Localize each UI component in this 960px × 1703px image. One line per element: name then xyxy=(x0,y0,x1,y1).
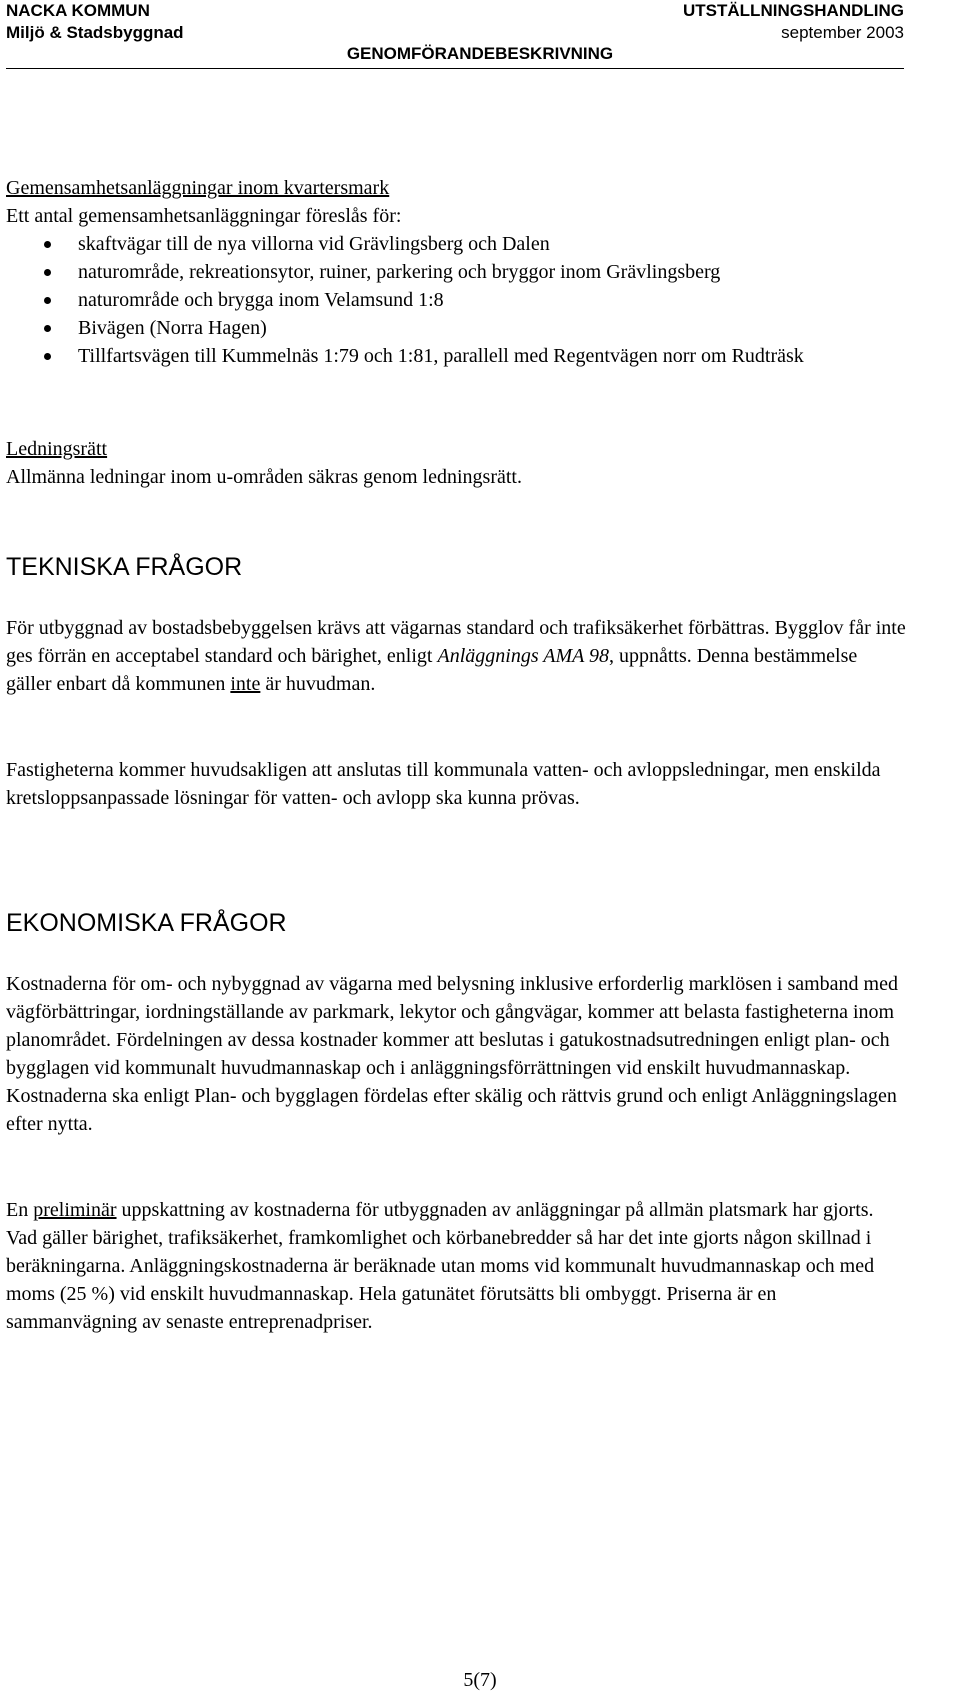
header-dept: Miljö & Stadsbyggnad xyxy=(6,23,184,42)
ledningsratt-text: Allmänna ledningar inom u-områden säkras genom ledningsrätt. xyxy=(6,466,522,488)
tekniska-p1-underline: inte xyxy=(230,673,261,695)
common-intro: Ett antal gemensamhetsanläggningar föreslås för: xyxy=(6,205,402,227)
tekniska-p1-text-a: För utbyggnad av bostadsbebyggelsen krävs att vägarnas standard och trafiksäkerhet förbättras. Bygglov får inte ges förrän en acceptabel standard och bärighet, enligt xyxy=(6,617,906,667)
header-doc-title: GENOMFÖRANDEBESKRIVNING xyxy=(346,44,614,63)
tekniska-heading: TEKNISKA FRÅGOR xyxy=(6,553,243,581)
ledningsratt-heading: Ledningsrätt xyxy=(6,438,108,460)
list-item xyxy=(6,342,906,370)
bullet-icon xyxy=(44,297,51,304)
section-common xyxy=(6,174,906,370)
tekniska-p1-italic: Anläggnings AMA 98 xyxy=(437,645,609,667)
section-ledningsratt xyxy=(6,435,906,491)
ekonomiska-paragraph-2 xyxy=(6,1196,906,1336)
ekonomiska-p1-text: Kostnaderna för om- och nybyggnad av vägarna med belysning inklusive erforderlig marklösen i samband med vägförbättringar, iordningställande av parkmark, lekytor och gångvägar, kommer att belasta fastigheterna inom planområdet. Fördelningen av dessa kostnader kommer att beslutas i gatukostnadsutredningen enligt plan- och bygglagen vid kommunalt huvudmannaskap och i anläggningsförrättningen vid enskilt huvudmannaskap. Kostnaderna ska enligt Plan- och bygglagen fördelas efter skälig och rättvis grund och enligt Anläggningslagen efter nytta. xyxy=(6,973,898,1135)
common-list xyxy=(6,230,906,370)
header-org: NACKA KOMMUN xyxy=(6,1,150,20)
tekniska-p2-text: Fastigheterna kommer huvudsakligen att anslutas till kommunala vatten- och avloppsledningar, men enskilda kretsloppsanpassade lösningar för vatten- och avlopp ska kunna prövas. xyxy=(6,759,881,809)
header-doc-type: UTSTÄLLNINGSHANDLING xyxy=(683,1,904,20)
ekonomiska-paragraph-1 xyxy=(6,970,906,1138)
tekniska-p1-text-c: är huvudman. xyxy=(260,673,376,695)
list-item xyxy=(6,258,906,286)
tekniska-p1-text-b: , uppnåtts. Denna bestämmelse gäller enbart då kommunen xyxy=(6,645,858,695)
bullet-icon xyxy=(44,353,51,360)
list-item-text: skaftvägar till de nya villorna vid Grävlingsberg och Dalen xyxy=(78,233,550,255)
list-item-text: Tillfartsvägen till Kummelnäs 1:79 och 1:81, parallell med Regentvägen norr om Rudträsk xyxy=(78,345,804,367)
header-date: september 2003 xyxy=(781,23,904,42)
list-item xyxy=(6,286,906,314)
header-rule xyxy=(6,68,904,69)
page-number: 5(7) xyxy=(463,1669,497,1691)
bullet-icon xyxy=(44,269,51,276)
bullet-icon xyxy=(44,325,51,332)
list-item-text: Bivägen (Norra Hagen) xyxy=(78,317,267,339)
bullet-icon xyxy=(44,241,51,248)
tekniska-paragraph-1 xyxy=(6,614,906,698)
ekonomiska-p2-text-a: En xyxy=(6,1199,34,1221)
list-item-text: naturområde, rekreationsytor, ruiner, parkering och bryggor inom Grävlingsberg xyxy=(78,261,721,283)
ekonomiska-p2-underline: preliminär xyxy=(33,1199,117,1221)
tekniska-paragraph-2 xyxy=(6,756,906,812)
list-item xyxy=(6,230,906,258)
list-item-text: naturområde och brygga inom Velamsund 1:8 xyxy=(78,289,444,311)
list-item xyxy=(6,314,906,342)
common-heading: Gemensamhetsanläggningar inom kvartersmark xyxy=(6,177,390,199)
ekonomiska-heading: EKONOMISKA FRÅGOR xyxy=(6,909,287,937)
ekonomiska-p2-text-b: uppskattning av kostnaderna för utbyggnaden av anläggningar på allmän platsmark har gjorts. Vad gäller bärighet, trafiksäkerhet, framkomlighet och körbanebredder så har det inte gjorts någon skillnad i beräkningarna. Anläggningskostnaderna är beräknade utan moms vid kommunalt huvudmannaskap och med moms (25 %) vid enskilt huvudmannaskap. Hela gatunätet förutsätts bli ombyggt. Priserna är en sammanvägning av senaste entreprenadpriser. xyxy=(6,1199,875,1333)
